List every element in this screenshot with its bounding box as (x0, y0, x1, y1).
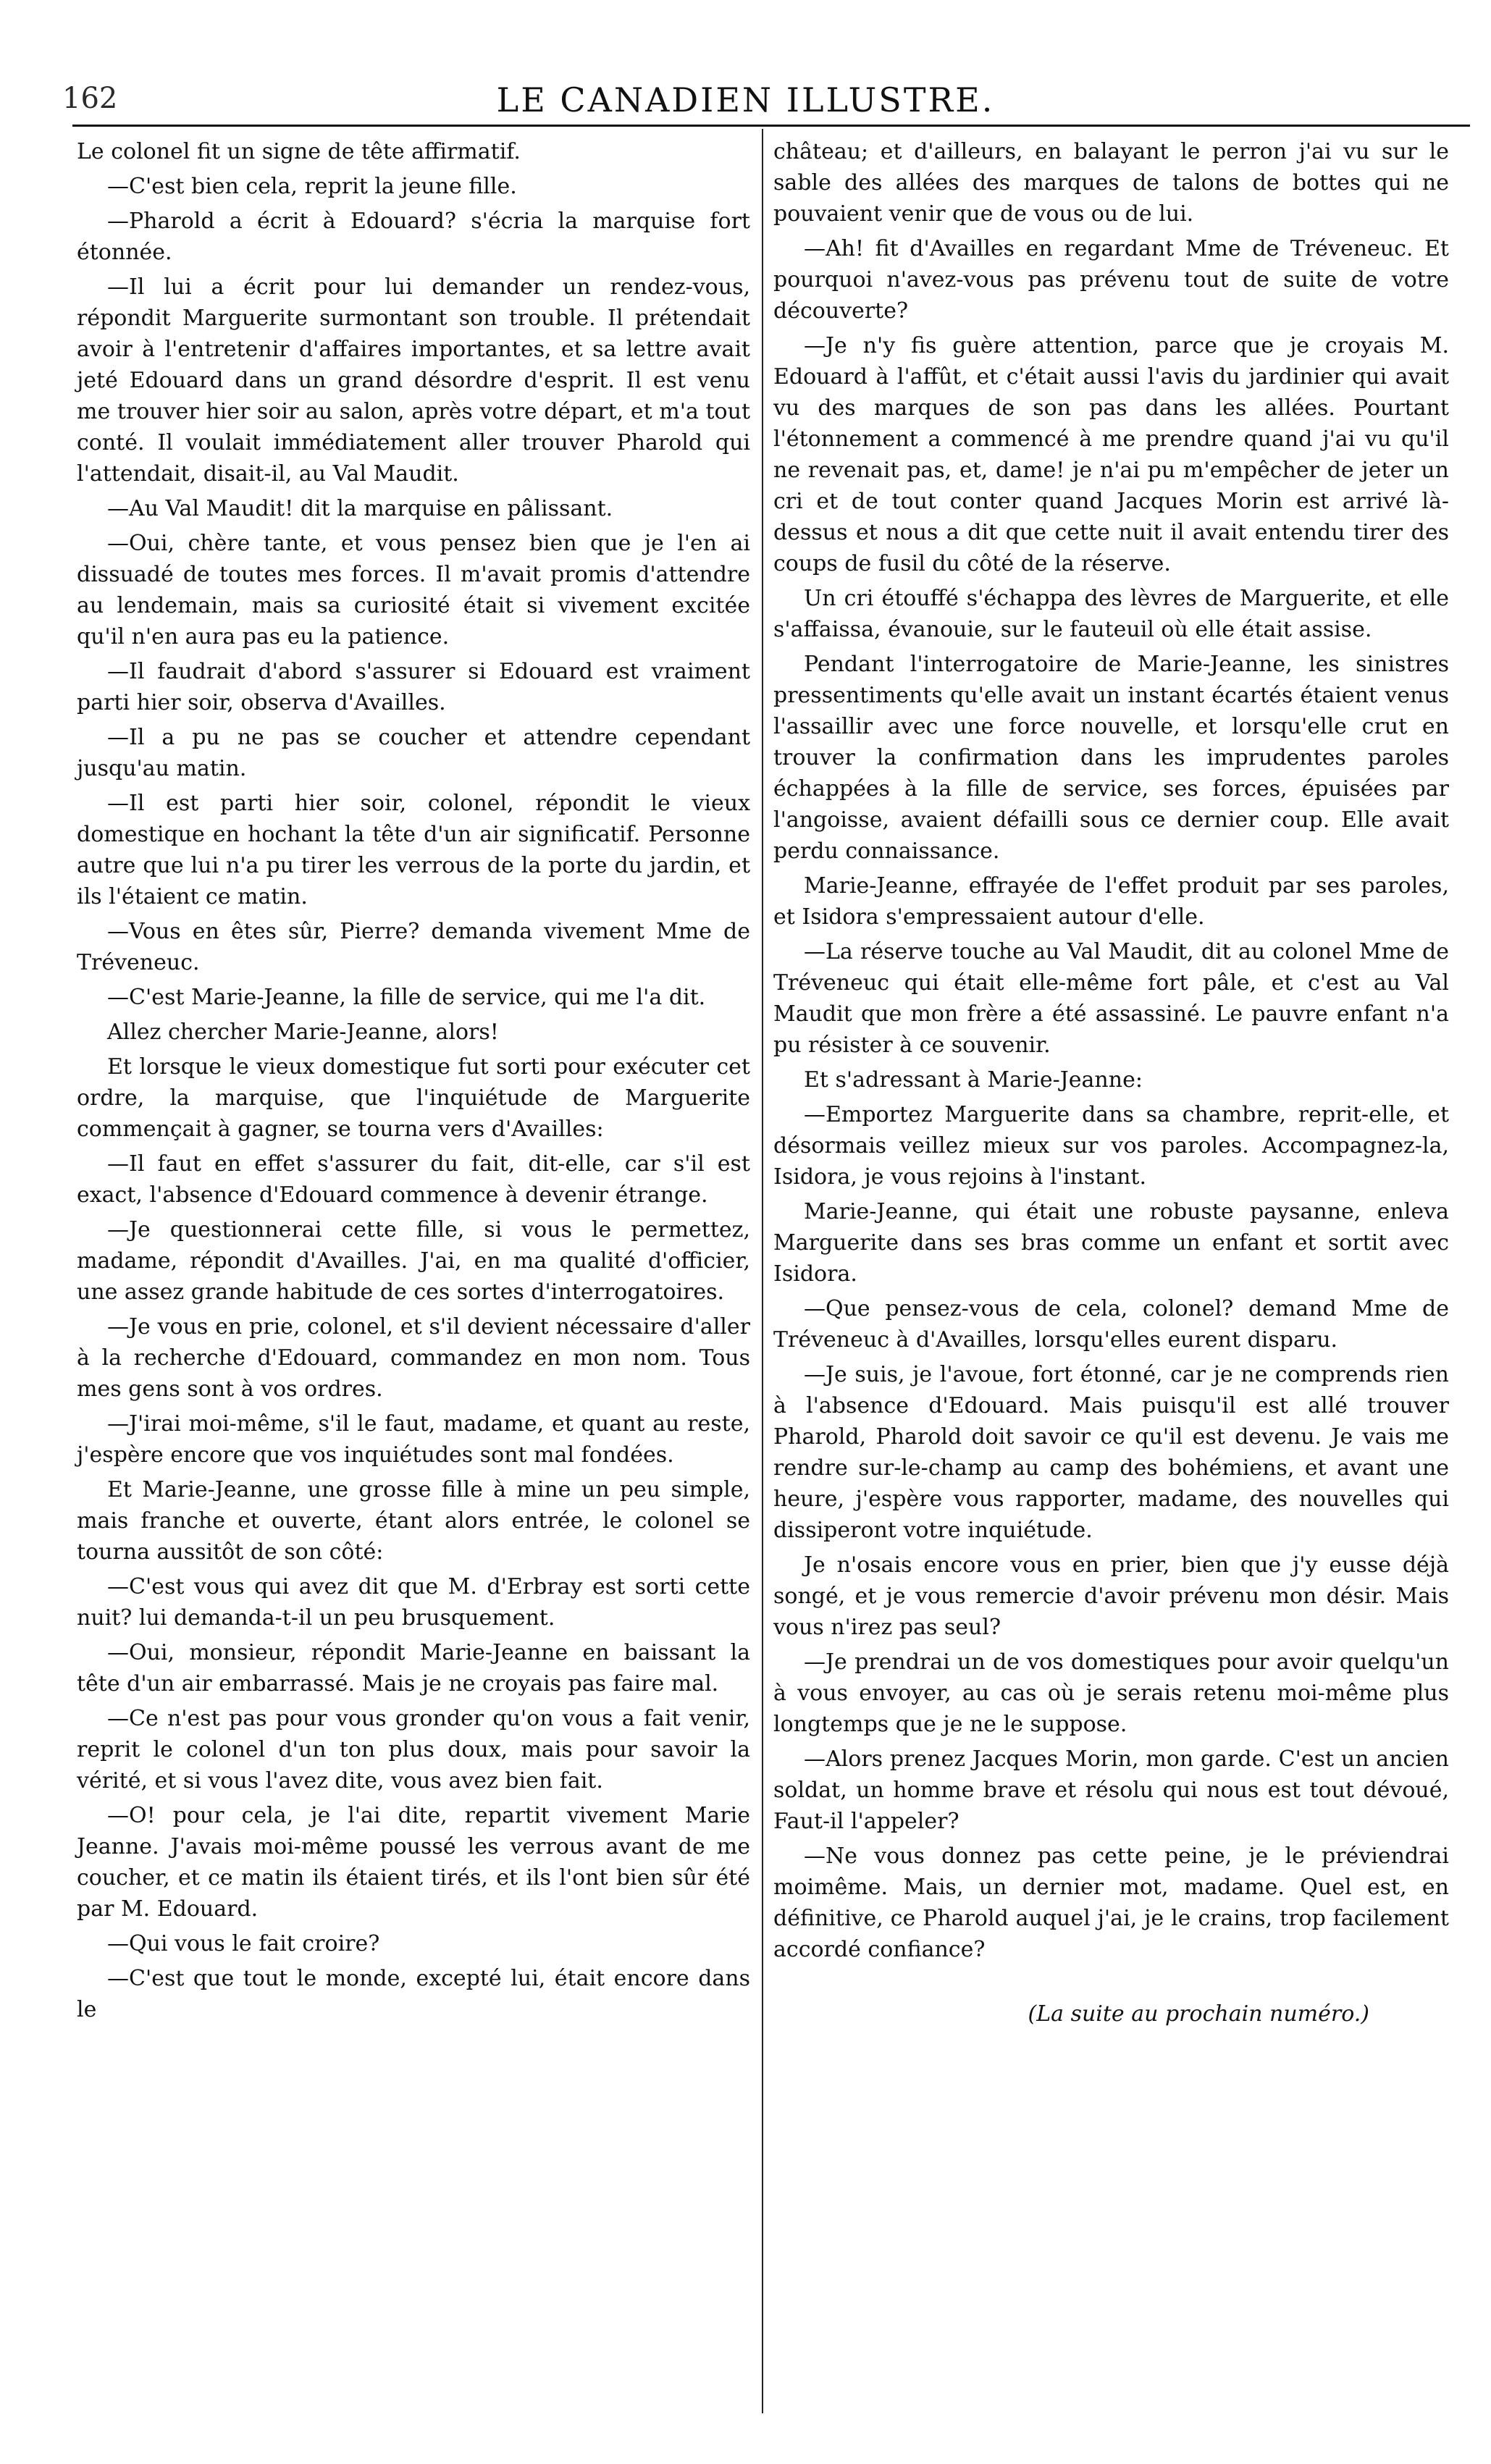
paragraph: —Ne vous donnez pas cette peine, je le préviendrai moimême. Mais, un dernier mot, madame. Quel est, en définitive, ce Pharold auquel j'ai, je le crains, trop facilement accordé confiance? (773, 1843, 1449, 1962)
paragraph: —Au Val Maudit! dit la marquise en pâlissant. (107, 496, 613, 521)
paragraph: —C'est vous qui avez dit que M. d'Erbray est sorti cette nuit? lui demanda-t-il un peu brusquement. (77, 1574, 750, 1631)
paragraph: —Alors prenez Jacques Morin, mon garde. C'est un ancien soldat, un homme brave et résolu qui nous est tout dévoué, Faut-il l'appeler? (773, 1746, 1449, 1834)
paragraph: château; et d'ailleurs, en balayant le perron j'ai vu sur le sable des allées des marques de talons de bottes qui ne pouvaient venir que de vous ou de lui. (773, 139, 1449, 227)
paragraph: —Vous en êtes sûr, Pierre? demanda vivement Mme de Tréveneuc. (77, 919, 750, 975)
paragraph: Allez chercher Marie-Jeanne, alors! (107, 1019, 499, 1045)
paragraph: —Oui, chère tante, et vous pensez bien que je l'en ai dissuadé de toutes mes forces. Il m'avait promis d'attendre au lendemain, mais sa curiosité était si vivement excitée qu'il n'en aura pas eu la patience. (77, 531, 750, 649)
left-column (77, 136, 750, 2029)
paragraph: —Je suis, je l'avoue, fort étonné, car je ne comprends rien à l'absence d'Edouard. Mais puisqu'il est allé trouver Pharold, Pharold doit savoir ce qu'il est devenu. Je vais me rendre sur-le-champ au camp des bohémiens, et avant une heure, j'espère vous rapporter, madame, des nouvelles qui dissiperont votre inquiétude. (773, 1362, 1449, 1543)
paragraph: —Je n'y fis guère attention, parce que je croyais M. Edouard à l'affût, et c'était aussi l'avis du jardinier qui avait vu des marques de son pas dans les allées. Pourtant l'étonnement a commencé à me prendre quand j'ai vu qu'il ne revenait pas, et, dame! je n'ai pu m'empêcher de jeter un cri et de tout conter quand Jacques Morin est arrivé là-dessus et nous a dit que cette nuit il avait entendu tirer des coups de fusil du côté de la réserve. (773, 333, 1449, 576)
paragraph: —C'est bien cela, reprit la jeune fille. (107, 174, 517, 199)
paragraph: —C'est que tout le monde, excepté lui, était encore dans le (77, 1966, 750, 2022)
paragraph: —La réserve touche au Val Maudit, dit au colonel Mme de Tréveneuc qui était elle-même fort pâle, et c'est au Val Maudit que mon frère a été assassiné. Le pauvre enfant n'a pu résister à ce souvenir. (773, 939, 1449, 1058)
paragraph: Je n'osais encore vous en prier, bien que j'y eusse déjà songé, et je vous remercie d'avoir prévenu mon désir. Mais vous n'irez pas seul? (773, 1552, 1449, 1640)
paragraph: —Il est parti hier soir, colonel, répondit le vieux domestique en hochant la tête d'un air significatif. Personne autre que lui n'a pu tirer les verrous de la porte du jardin, et ils l'étaient ce matin. (77, 791, 750, 909)
paragraph: Et s'adressant à Marie-Jeanne: (804, 1067, 1143, 1093)
paragraph: —Il a pu ne pas se coucher et attendre cependant jusqu'au matin. (77, 725, 750, 781)
paragraph: —Pharold a écrit à Edouard? s'écria la marquise fort étonnée. (77, 209, 750, 265)
paragraph: Pendant l'interrogatoire de Marie-Jeanne, les sinistres pressentiments qu'elle avait un instant écartés étaient venus l'assaillir avec une force nouvelle, et lorsqu'elle crut en trouver la confirmation dans les imprudentes paroles échappées à la fille de service, ses forces, épuisées par l'angoisse, avaient défailli sous ce dernier coup. Elle avait perdu connaissance. (773, 652, 1449, 864)
paragraph: —Je questionnerai cette fille, si vous le permettez, madame, répondit d'Availles. J'ai, en ma qualité d'officier, une assez grande habitude de ces sortes d'interrogatoires. (77, 1217, 750, 1305)
paragraph: —J'irai moi-même, s'il le faut, madame, et quant au reste, j'espère encore que vos inquiétudes sont mal fondées. (77, 1411, 750, 1468)
paragraph: —Il faut en effet s'assurer du fait, dit-elle, car s'il est exact, l'absence d'Edouard commence à devenir étrange. (77, 1151, 750, 1208)
paragraph: Un cri étouffé s'échappa des lèvres de Marguerite, et elle s'affaissa, évanouie, sur le fauteuil où elle était assise. (773, 586, 1449, 642)
paragraph: —Emportez Marguerite dans sa chambre, reprit-elle, et désormais veillez mieux sur vos paroles. Accompagnez-la, Isidora, je vous rejoins à l'instant. (773, 1102, 1449, 1190)
paragraph: —Ce n'est pas pour vous gronder qu'on vous a fait venir, reprit le colonel d'un ton plus doux, mais pour savoir la vérité, et si vous l'avez dite, vous avez bien fait. (77, 1706, 750, 1794)
paragraph: —C'est Marie-Jeanne, la fille de service, qui me l'a dit. (107, 985, 706, 1010)
page-number: 162 (62, 82, 118, 115)
paragraph: Le colonel fit un signe de tête affirmatif. (77, 139, 521, 164)
paragraph: Et Marie-Jeanne, une grosse fille à mine un peu simple, mais franche et ouverte, étant alors entrée, le colonel se tourna aussitôt de son côté: (77, 1477, 750, 1565)
paragraph: Marie-Jeanne, effrayée de l'effet produit par ses paroles, et Isidora s'empressaient autour d'elle. (773, 873, 1449, 930)
continued-note: (La suite au prochain numéro.) (1028, 2001, 1369, 2027)
paragraph: —Oui, monsieur, répondit Marie-Jeanne en baissant la tête d'un air embarrassé. Mais je ne croyais pas faire mal. (77, 1640, 750, 1696)
header-rule (72, 125, 1470, 127)
page-header (0, 0, 1491, 119)
running-title: LE CANADIEN ILLUSTRE. (496, 80, 995, 119)
paragraph: Marie-Jeanne, qui était une robuste paysanne, enleva Marguerite dans ses bras comme un enfant et sortit avec Isidora. (773, 1199, 1449, 1287)
paragraph: —Je prendrai un de vos domestiques pour avoir quelqu'un à vous envoyer, au cas où je serais retenu moi-même plus longtemps que je ne le suppose. (773, 1649, 1449, 1737)
paragraph: —Ah! fit d'Availles en regardant Mme de Tréveneuc. Et pourquoi n'avez-vous pas prévenu tout de suite de votre découverte? (773, 236, 1449, 324)
column-divider (762, 129, 763, 2413)
right-column (773, 136, 1449, 2033)
paragraph: —Il lui a écrit pour lui demander un rendez-vous, répondit Marguerite surmontant son trouble. Il prétendait avoir à l'entretenir d'affaires importantes, et sa lettre avait jeté Edouard dans un grand désordre d'esprit. Il est venu me trouver hier soir au salon, après votre départ, et m'a tout conté. Il voulait immédiatement aller trouver Pharold qui l'attendait, disait-il, au Val Maudit. (77, 274, 750, 487)
paragraph: —Que pensez-vous de cela, colonel? demand Mme de Tréveneuc à d'Availles, lorsqu'elles eurent disparu. (773, 1296, 1449, 1353)
paragraph: —Qui vous le fait croire? (107, 1931, 380, 1956)
paragraph: Et lorsque le vieux domestique fut sorti pour exécuter cet ordre, la marquise, que l'inquiétude de Marguerite commençait à gagner, se tourna vers d'Availles: (77, 1054, 750, 1142)
paragraph: —O! pour cela, je l'ai dite, repartit vivement Marie Jeanne. J'avais moi-même poussé les verrous avant de me coucher, et ce matin ils étaient tirés, et ils l'ont bien sûr été par M. Edouard. (77, 1803, 750, 1922)
paragraph: —Il faudrait d'abord s'assurer si Edouard est vraiment parti hier soir, observa d'Availles. (77, 659, 750, 715)
paragraph: —Je vous en prie, colonel, et s'il devient nécessaire d'aller à la recherche d'Edouard, commandez en mon nom. Tous mes gens sont à vos ordres. (77, 1314, 750, 1402)
